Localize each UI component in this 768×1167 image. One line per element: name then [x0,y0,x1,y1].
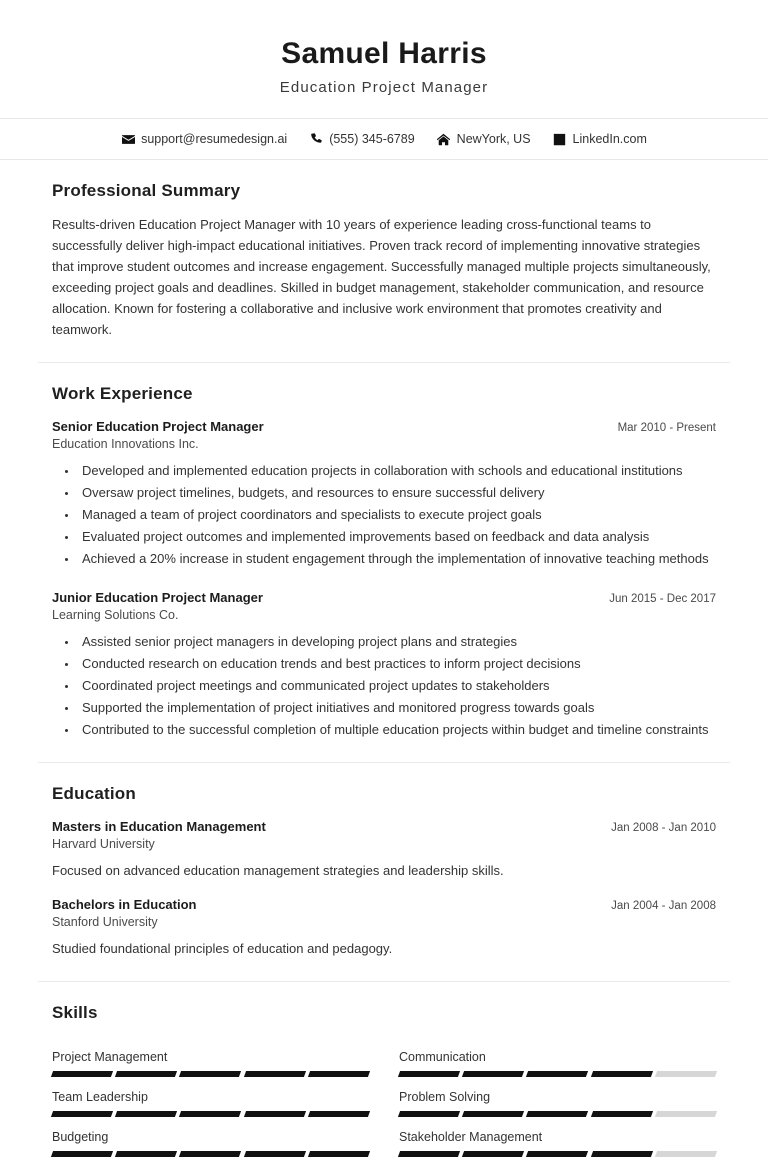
skill-level-segment [398,1071,460,1077]
experience-entry [38,571,730,740]
skill-level-segment [526,1111,588,1117]
contact-label: LinkedIn.com [572,132,647,146]
experience-bullet-list [52,460,716,569]
contact-label: support@resumedesign.ai [141,132,288,146]
experience-organization: Learning Solutions Co. [52,607,179,622]
skill-level-segment [308,1151,370,1157]
contact-item-home[interactable] [437,132,531,146]
skill-level-segment [179,1151,241,1157]
skill-level-segment [591,1111,653,1117]
experience-entry-header [52,419,716,434]
education-date-range: Jan 2008 - Jan 2010 [611,821,716,834]
experience-organization: Education Innovations Inc. [52,437,199,452]
candidate-job-title: Education Project Manager [279,79,489,96]
experience-bullet: • Assisted senior project managers in developing project plans and strategies [78,631,716,652]
skill-level-segment [115,1071,177,1077]
skill-level-segment [462,1111,524,1117]
education-degree: Masters in Education Management [52,818,266,834]
experience-role: Junior Education Project Manager [52,589,263,605]
experience-list [38,410,730,761]
experience-role: Senior Education Project Manager [52,419,264,435]
skill-level-segment [462,1151,524,1157]
skill-level-segment [526,1071,588,1077]
skill-name: Problem Solving [399,1090,491,1105]
skill-level-segment [526,1151,588,1157]
experience-entry-header [52,590,716,605]
skill-level-bar [399,1151,716,1157]
experience-bullet: • Developed and implemented education projects in collaboration with schools and educational institutions [78,460,716,481]
skill-level-segment [655,1151,717,1157]
skill-level-segment [244,1151,306,1157]
skill-level-bar [52,1111,369,1117]
skill-level-segment [308,1071,370,1077]
skill-level-segment [51,1111,113,1117]
contact-item-linkedin[interactable] [553,132,647,146]
skill-level-segment [398,1111,460,1117]
experience-date-range: Mar 2010 - Present [617,422,716,435]
skill-name: Communication [399,1050,486,1065]
envelope-icon [121,132,135,146]
contact-item-envelope[interactable] [121,132,287,146]
skill-level-segment [51,1151,113,1157]
skill-item [52,1077,369,1117]
education-entry-header [52,897,716,912]
linkedin-icon [553,132,567,146]
skill-name: Budgeting [52,1130,109,1145]
skill-level-bar [52,1151,369,1157]
education-school: Stanford University [52,914,158,929]
skill-level-segment [655,1111,717,1117]
section-professional-summary [0,160,768,362]
education-entry [38,882,730,960]
home-icon [437,132,451,146]
skill-item [52,1117,369,1157]
skill-level-segment [244,1111,306,1117]
experience-bullet: • Coordinated project meetings and communicated project updates to stakeholders [78,675,716,696]
resume-header [0,0,768,118]
education-list [38,810,730,982]
skill-level-segment [591,1071,653,1077]
skill-item [399,1077,716,1117]
skill-name: Team Leadership [52,1090,148,1105]
section-title-skills: Skills [52,1003,98,1023]
skill-level-segment [179,1071,241,1077]
experience-bullet: • Contributed to the successful completion of multiple education projects within budget and timeline constraints [78,719,716,740]
experience-bullet: • Managed a team of project coordinators and specialists to execute project goals [78,504,716,525]
skill-level-segment [398,1151,460,1157]
candidate-name: Samuel Harris [281,37,487,70]
section-title-summary: Professional Summary [52,181,241,200]
skill-level-segment [179,1111,241,1117]
section-education [0,763,768,982]
contact-label: (555) 345-6789 [329,132,415,146]
skill-level-segment [591,1151,653,1157]
summary-text: Results-driven Education Project Manager with 10 years of experience leading cross-functional teams to successfully deliver high-impact educational initiatives. Proven track record of implementing innovative strategies that improve student outcomes and increase engagement. Successfully managed multiple projects simultaneously, exceeding project goals and deadlines. Skilled in budget management, stakeholder communication, and resource allocation. Known for fostering a collaborative and inclusive work environment that promotes creativity and teamwork. [52,217,711,338]
experience-bullet: • Achieved a 20% increase in student engagement through the implementation of innovative teaching methods [78,548,716,569]
contact-bar [0,118,768,160]
skill-item [399,1037,716,1077]
skill-level-bar [399,1071,716,1077]
skill-level-bar [52,1071,369,1077]
contact-label: NewYork, US [456,132,531,146]
experience-bullet-list [52,631,716,740]
phone-icon [309,132,323,146]
education-degree: Bachelors in Education [52,896,197,912]
experience-bullet: • Oversaw project timelines, budgets, and resources to ensure successful delivery [78,482,716,503]
education-date-range: Jan 2004 - Jan 2008 [611,899,716,912]
section-skills [0,982,768,1167]
skill-name: Stakeholder Management [399,1130,543,1145]
skill-name: Project Management [52,1050,168,1065]
education-entry [38,810,730,882]
skills-grid [38,1029,730,1167]
skill-level-segment [115,1111,177,1117]
skill-level-bar [399,1111,716,1117]
education-school: Harvard University [52,836,155,851]
skill-item [52,1037,369,1077]
skill-level-segment [462,1071,524,1077]
experience-entry [38,410,730,569]
experience-bullet: • Evaluated project outcomes and implemented improvements based on feedback and data analysis [78,526,716,547]
experience-date-range: Jun 2015 - Dec 2017 [609,592,716,605]
skill-level-segment [308,1111,370,1117]
skill-item [399,1117,716,1157]
education-description: Focused on advanced education management strategies and leadership skills. [52,862,504,878]
skill-level-segment [51,1071,113,1077]
section-work-experience [0,363,768,761]
skill-level-segment [244,1071,306,1077]
education-entry-header [52,819,716,834]
contact-item-phone[interactable] [309,132,414,146]
skill-level-segment [655,1071,717,1077]
section-title-education: Education [52,783,136,803]
section-title-experience: Work Experience [52,384,193,404]
skill-level-segment [115,1151,177,1157]
experience-bullet: • Conducted research on education trends and best practices to inform project decisions [78,653,716,674]
experience-bullet: • Supported the implementation of project initiatives and monitored progress towards goals [78,697,716,718]
education-description: Studied foundational principles of education and pedagogy. [52,940,393,956]
